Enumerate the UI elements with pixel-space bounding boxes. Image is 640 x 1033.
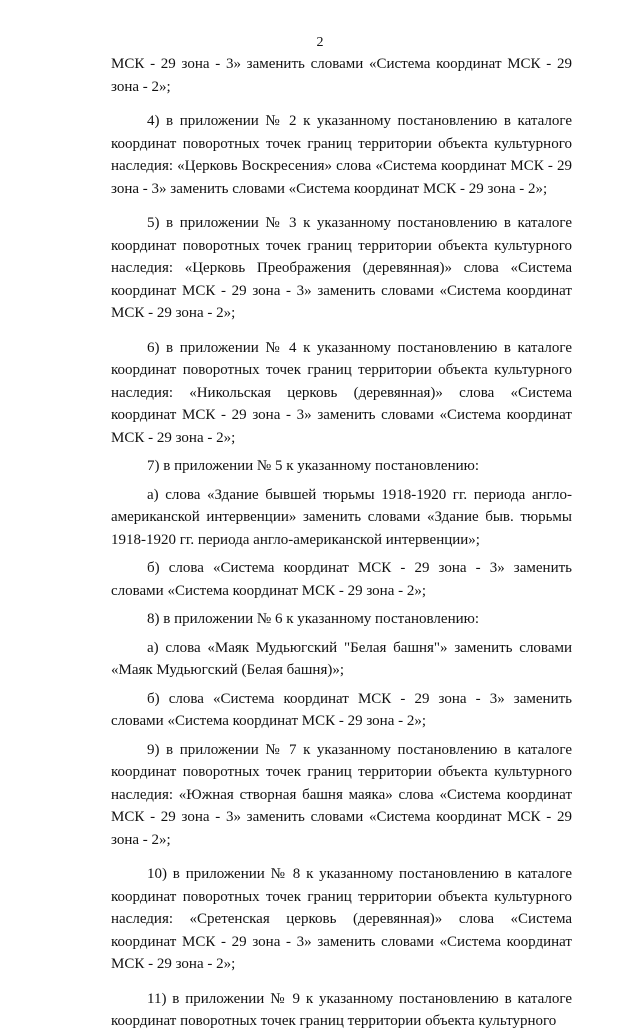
paragraph-item-5: 5) в приложении № 3 к указанному постановлению в каталоге координат поворотных точек границ территории объекта культурного наследия: «Церковь Преображения (деревянная)» слова «Система координат МСК - 29 зона - 3» заменить словами «Система координат МСК - 29 зона - 2»;: [111, 215, 572, 321]
paragraph-item-11: 11) в приложении № 9 к указанному постановлению в каталоге координат поворотных точек границ территории объекта культурного: [111, 990, 572, 1029]
paragraph-item-8a: а) слова «Маяк Мудьюгский "Белая башня"» заменить словами «Маяк Мудьюгский (Белая башня)»;: [111, 639, 572, 678]
paragraph-item-8b: б) слова «Система координат МСК - 29 зона - 3» заменить словами «Система координат МСК - 29 зона - 2»;: [111, 690, 572, 729]
paragraph-item-4: 4) в приложении № 2 к указанному постановлению в каталоге координат поворотных точек границ территории объекта культурного наследия: «Церковь Воскресения» слова «Система координат МСК - 29 зона - 3» заменить словами «Система координат МСК - 29 зона - 2»;: [111, 113, 572, 197]
paragraph-item-7b: б) слова «Система координат МСК - 29 зона - 3» заменить словами «Система координат МСК - 29 зона - 2»;: [111, 560, 572, 599]
paragraph-item-9: 9) в приложении № 7 к указанному постановлению в каталоге координат поворотных точек границ территории объекта культурного наследия: «Южная створная башня маяка» слова «Система координат МСК - 29 зона - 3» заменить словами «Система координат МСК - 29 зона - 2»;: [111, 741, 572, 848]
paragraph-item-8: 8) в приложении № 6 к указанному постановлению:: [147, 611, 479, 627]
page-number: 2: [316, 35, 324, 50]
paragraph-item-6: 6) в приложении № 4 к указанному постановлению в каталоге координат поворотных точек границ территории объекта культурного наследия: «Никольская церковь (деревянная)» слова «Система координат МСК - 29 зона - 3» заменить словами «Система координат МСК - 29 зона - 2»;: [111, 339, 572, 446]
paragraph-item-10: 10) в приложении № 8 к указанному постановлению в каталоге координат поворотных точек границ территории объекта культурного наследия: «Сретенская церковь (деревянная)» слова «Система координат МСК - 29 зона - 3» заменить словами «Система координат МСК - 29 зона - 2»;: [111, 866, 572, 972]
paragraph-item-7a: а) слова «Здание бывшей тюрьмы 1918-1920 гг. периода англо-американской интервенции» заменить словами «Здание быв. тюрьмы 1918-1920 гг. периода англо-американской интервенции»;: [111, 486, 572, 548]
document-body: [111, 53, 572, 1033]
paragraph-item-7: 7) в приложении № 5 к указанному постановлению:: [147, 458, 479, 474]
paragraph-continuation: МСК - 29 зона - 3» заменить словами «Система координат МСК - 29 зона - 2»;: [111, 56, 572, 95]
